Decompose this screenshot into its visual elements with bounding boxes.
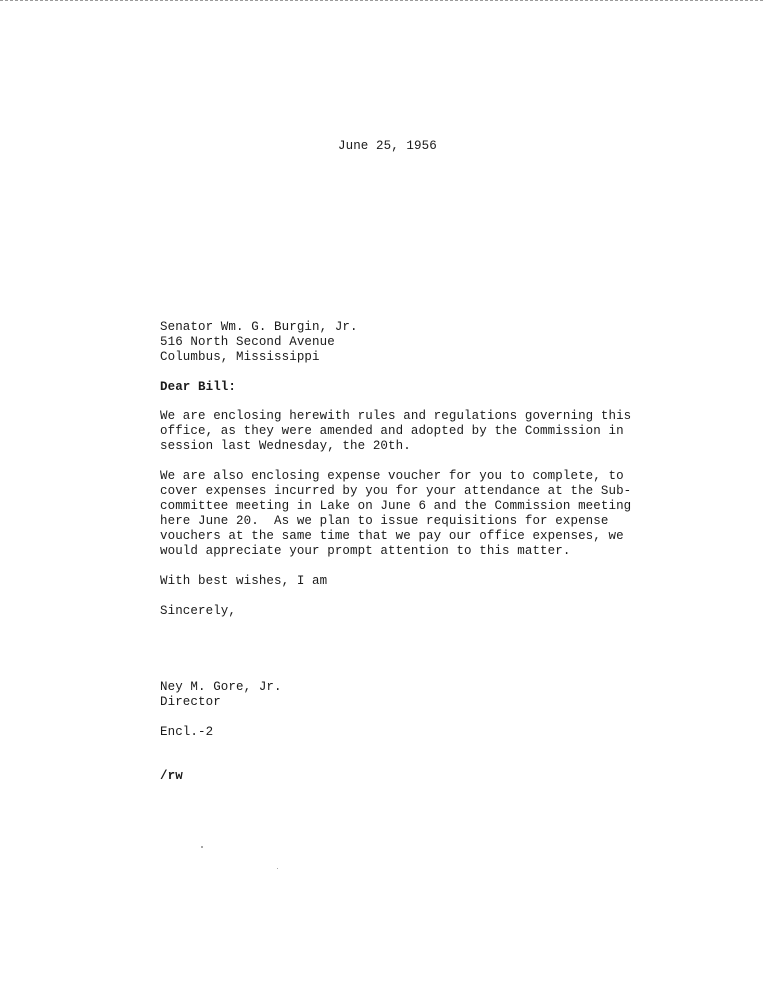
paragraph-1-line-2: office, as they were amended and adopted by the Commission in bbox=[160, 424, 624, 438]
paragraph-2-line-4: here June 20. As we plan to issue requisitions for expense bbox=[160, 514, 609, 528]
paragraph-1-line-1: We are enclosing herewith rules and regulations governing this bbox=[160, 409, 632, 423]
letter-date: June 25, 1956 bbox=[338, 139, 437, 153]
closing-remark: With best wishes, I am bbox=[160, 574, 328, 588]
paragraph-2-line-3: committee meeting in Lake on June 6 and the Commission meeting bbox=[160, 499, 632, 513]
paragraph-2-line-1: We are also enclosing expense voucher for you to complete, to bbox=[160, 469, 624, 483]
paragraph-2-line-6: would appreciate your prompt attention to this matter. bbox=[160, 544, 571, 558]
salutation: Dear Bill: bbox=[160, 380, 237, 394]
paragraph-1-line-3: session last Wednesday, the 20th. bbox=[160, 439, 411, 453]
recipient-city: Columbus, Mississippi bbox=[160, 350, 320, 364]
typist-initials: /rw bbox=[160, 769, 183, 783]
recipient-street: 516 North Second Avenue bbox=[160, 335, 335, 349]
complimentary-close: Sincerely, bbox=[160, 604, 237, 618]
signer-title: Director bbox=[160, 695, 221, 709]
paragraph-2-line-2: cover expenses incurred by you for your attendance at the Sub- bbox=[160, 484, 632, 498]
scan-speck bbox=[201, 846, 203, 848]
enclosure-note: Encl.-2 bbox=[160, 725, 214, 739]
signer-name: Ney M. Gore, Jr. bbox=[160, 680, 282, 694]
paragraph-2-line-5: vouchers at the same time that we pay our office expenses, we bbox=[160, 529, 624, 543]
scan-speck bbox=[277, 868, 278, 869]
recipient-name: Senator Wm. G. Burgin, Jr. bbox=[160, 320, 358, 334]
